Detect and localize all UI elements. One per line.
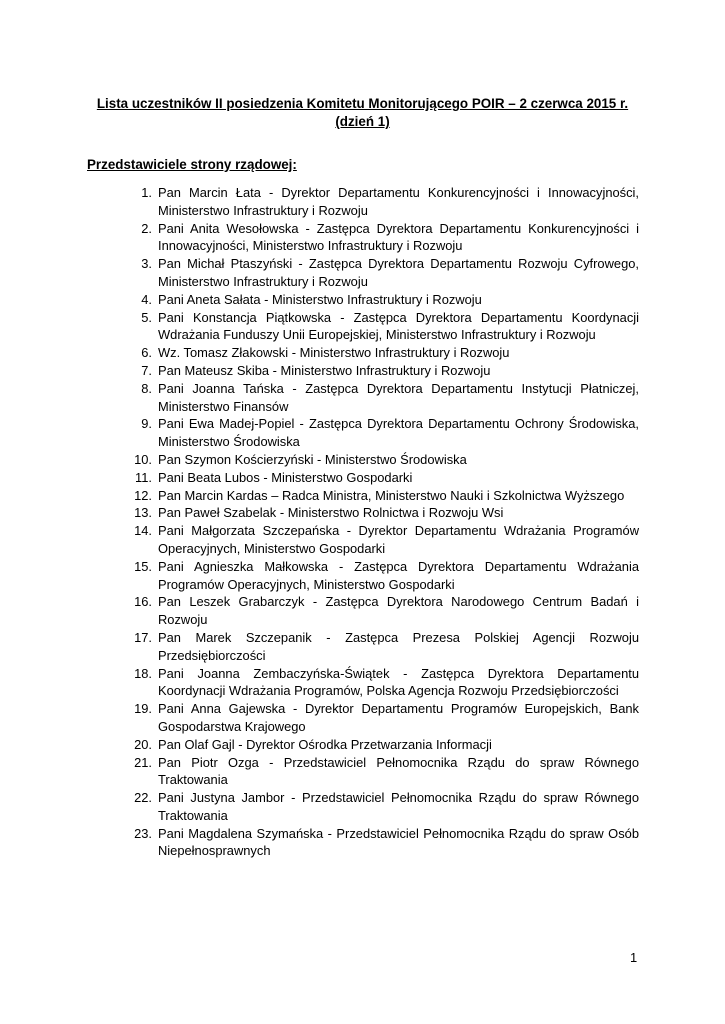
list-item-text: Pan Mateusz Skiba - Ministerstwo Infrastruktury i Rozwoju [158, 362, 491, 378]
list-item-number: 19. [134, 701, 152, 717]
list-item-text: Pani Beata Lubos - Ministerstwo Gospodarki [158, 469, 413, 485]
list-item [124, 415, 639, 451]
list-item-number: 17. [134, 629, 152, 645]
list-item-text: Pani Aneta Sałata - Ministerstwo Infrastruktury i Rozwoju [158, 291, 482, 307]
list-item-text: Pani Joanna Tańska - Zastępca Dyrektora Departamentu Instytucji Płatniczej, Ministerstwo Finansów [158, 380, 639, 414]
list-item-number: 15. [134, 558, 152, 574]
list-item-text: Pani Joanna Zembaczyńska-Świątek - Zastępca Dyrektora Departamentu Koordynacji Wdrażania Programów, Polska Agencja Rozwoju Przedsiębiorczości [158, 665, 639, 699]
list-item-number: 14. [134, 523, 152, 539]
list-item-number: 3. [141, 256, 152, 272]
list-item [124, 255, 639, 291]
list-item-text: Pani Anita Wesołowska - Zastępca Dyrektora Departamentu Konkurencyjności i Innowacyjności, Ministerstwo Infrastruktury i Rozwoju [158, 220, 639, 254]
list-item-text: Pan Leszek Grabarczyk - Zastępca Dyrektora Narodowego Centrum Badań i Rozwoju [158, 594, 639, 628]
participant-list [124, 184, 639, 860]
page-number: 1 [630, 950, 638, 965]
list-item [124, 754, 639, 790]
list-item [124, 558, 639, 594]
list-item-number: 1. [141, 185, 152, 200]
list-item-number: 16. [134, 594, 152, 610]
list-item [124, 309, 639, 345]
list-item [124, 700, 639, 736]
list-item-text: Pani Magdalena Szymańska - Przedstawiciel Pełnomocnika Rządu do spraw Osób Niepełnosprawnych [158, 825, 639, 859]
list-item-text: Pani Justyna Jambor - Przedstawiciel Pełnomocnika Rządu do spraw Równego Traktowania [158, 790, 639, 823]
list-item-text: Wz. Tomasz Złakowski - Ministerstwo Infrastruktury i Rozwoju [158, 345, 510, 361]
list-item [124, 629, 639, 665]
list-item-text: Pan Olaf Gajl - Dyrektor Ośrodka Przetwarzania Informacji [158, 736, 492, 752]
list-item-text: Pani Małgorzata Szczepańska - Dyrektor Departamentu Wdrażania Programów Operacyjnych, Ministerstwo Gospodarki [158, 523, 639, 556]
list-item-text: Pan Szymon Kościerzyński - Ministerstwo Środowiska [158, 451, 467, 467]
list-item-number: 10. [134, 451, 152, 467]
list-item-number: 7. [141, 362, 152, 378]
list-item [124, 665, 639, 701]
list-item [124, 380, 639, 416]
list-item [124, 487, 639, 505]
list-item-number: 20. [134, 736, 152, 752]
title-line-1: Lista uczestników II posiedzenia Komitetu Monitorującego POIR – 2 czerwca 2015 r. [96, 96, 629, 111]
list-item-number: 9. [141, 416, 152, 432]
list-item-number: 6. [141, 345, 152, 361]
list-item [124, 220, 639, 256]
list-item-text: Pan Piotr Ozga - Przedstawiciel Pełnomocnika Rządu do spraw Równego Traktowania [158, 754, 639, 788]
list-item-number: 22. [134, 790, 152, 806]
list-item-number: 18. [134, 665, 152, 681]
list-item [124, 504, 639, 522]
section-heading: Przedstawiciele strony rządowej: [87, 157, 297, 172]
document-title [80, 95, 645, 131]
list-item [124, 362, 639, 380]
list-item [124, 291, 639, 309]
list-item-text: Pan Marcin Łata - Dyrektor Departamentu Konkurencyjności i Innowacyjności, Ministerstwo Infrastruktury i Rozwoju [158, 185, 639, 218]
list-item [124, 593, 639, 629]
list-item [124, 469, 639, 487]
list-item-text: Pani Konstancja Piątkowska - Zastępca Dyrektora Departamentu Koordynacji Wdrażania Funduszy Unii Europejskiej, Ministerstwo Infrastruktury i Rozwoju [158, 309, 639, 343]
list-item-text: Pan Michał Ptaszyński - Zastępca Dyrektora Departamentu Rozwoju Cyfrowego, Ministerstwo Infrastruktury i Rozwoju [158, 256, 639, 289]
list-item-text: Pani Anna Gajewska - Dyrektor Departamentu Programów Europejskich, Bank Gospodarstwa Krajowego [158, 701, 639, 734]
list-item-number: 4. [141, 291, 152, 307]
list-item [124, 825, 639, 861]
list-item-number: 12. [134, 487, 152, 503]
list-item-number: 5. [141, 309, 152, 325]
title-line-2: (dzień 1) [335, 114, 390, 129]
list-item [124, 522, 639, 558]
list-item-number: 11. [135, 469, 152, 485]
list-item [124, 184, 639, 220]
list-item [124, 789, 639, 825]
list-item-number: 8. [141, 380, 152, 396]
list-item-number: 13. [134, 505, 152, 521]
list-item [124, 451, 639, 469]
list-item-text: Pani Ewa Madej-Popiel - Zastępca Dyrektora Departamentu Ochrony Środowiska, Ministerstwo Środowiska [158, 416, 639, 450]
list-item-text: Pan Marek Szczepanik - Zastępca Prezesa Polskiej Agencji Rozwoju Przedsiębiorczości [158, 629, 639, 663]
list-item-text: Pan Marcin Kardas – Radca Ministra, Ministerstwo Nauki i Szkolnictwa Wyższego [158, 487, 625, 503]
list-item [124, 344, 639, 362]
list-item-number: 23. [134, 825, 152, 841]
list-item-number: 2. [141, 220, 152, 236]
list-item-text: Pani Agnieszka Małkowska - Zastępca Dyrektora Departamentu Wdrażania Programów Operacyjnych, Ministerstwo Gospodarki [158, 558, 639, 592]
list-item-number: 21. [134, 754, 152, 770]
list-item-text: Pan Paweł Szabelak - Ministerstwo Rolnictwa i Rozwoju Wsi [158, 505, 504, 521]
list-item [124, 736, 639, 754]
